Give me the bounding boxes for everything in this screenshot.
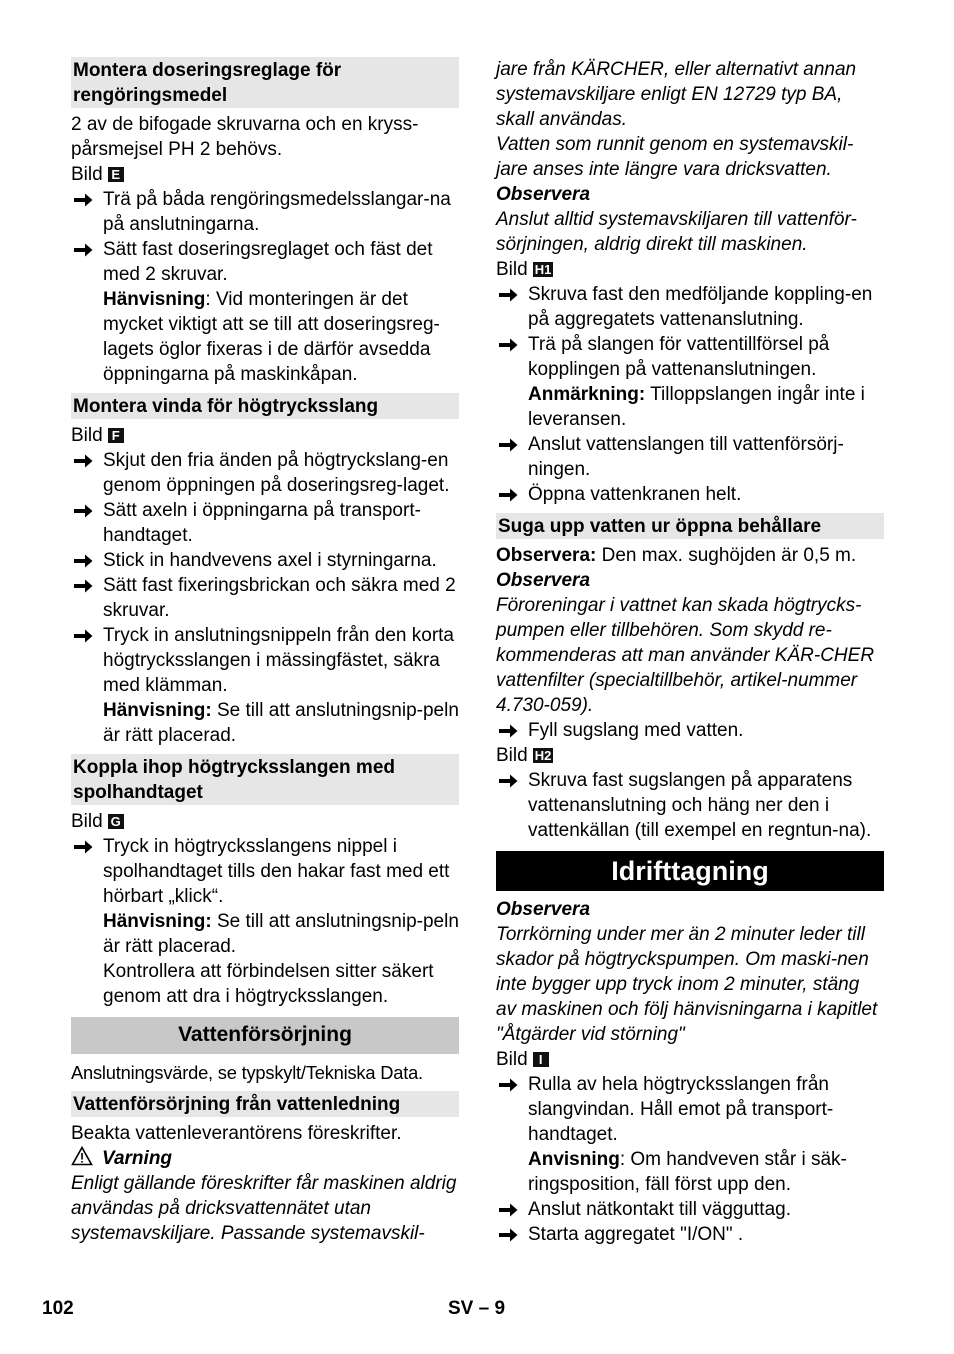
list-item (496, 282, 884, 332)
step-text: Anslut vattenslangen till vattenförsörj-ningen. (528, 434, 844, 480)
warning-text: Enligt gällande föreskrifter får maskinen aldrig användas på dricksvattennätet utan systemavskiljare. Passande systemavskil- (71, 1173, 457, 1244)
figure-reference (71, 809, 459, 834)
note-label: Anmärkning: (528, 384, 646, 405)
arrow-right-icon (74, 237, 94, 262)
note (496, 1147, 884, 1197)
figure-badge: I (533, 1052, 549, 1067)
arrow-right-icon (74, 834, 94, 859)
arrow-right-icon (499, 282, 519, 307)
step-text: Öppna vattenkranen helt. (528, 484, 742, 505)
note (71, 287, 459, 387)
note-text: Se till att anslutningsnip-peln är rätt placerad. (103, 911, 459, 957)
figure-badge: F (108, 428, 124, 443)
list-item (496, 718, 884, 743)
arrow-right-icon (74, 573, 94, 598)
note-label: Anvisning (528, 1149, 620, 1170)
observe-label: Observera: (496, 545, 597, 566)
note-extra: Kontrollera att förbindelsen sitter säkert genom att dra i högtrycksslangen. (103, 961, 434, 1007)
step-text: Trä på båda rengöringsmedelsslangar-na på anslutningarna. (103, 189, 451, 235)
paragraph: Vatten som runnit genom en systemavskil-jare anses inte längre vara dricksvatten. (496, 134, 854, 180)
section-heading-connect-hose: Koppla ihop högtrycksslangen med spolhandtaget (71, 754, 459, 805)
figure-label: Bild (496, 1049, 528, 1070)
note-text: : Om handveven står i säk-ringsposition, fäll först upp den. (528, 1149, 847, 1195)
list-item (71, 623, 459, 698)
figure-label: Bild (496, 259, 528, 280)
figure-reference (71, 162, 459, 187)
observe-label: Observera (496, 184, 591, 205)
arrow-right-icon (74, 187, 94, 212)
arrow-right-icon (74, 498, 94, 523)
list-item (71, 448, 459, 498)
note (496, 382, 884, 432)
warning-heading (71, 1146, 459, 1171)
section-heading-dosing-control: Montera doseringsreglage för rengöringsmedel (71, 57, 459, 108)
figure-label: Bild (71, 164, 103, 185)
note-text: Se till att anslutningsnip-peln är rätt placerad. (103, 700, 459, 746)
observe-text: Anslut alltid systemavskiljaren till vattenför-sörjningen, aldrig direkt till maskinen. (496, 209, 857, 255)
step-text: Stick in handvevens axel i styrningarna. (103, 550, 437, 571)
section-heading-hose-reel: Montera vinda för högtrycksslang (71, 393, 459, 419)
paragraph: Anslutningsvärde, se typskylt/Tekniska Data. (71, 1062, 423, 1083)
arrow-right-icon (499, 768, 519, 793)
figure-reference (496, 1047, 884, 1072)
list-item (496, 768, 884, 843)
arrow-right-icon (499, 432, 519, 457)
paragraph: 2 av de bifogade skruvarna och en kryss-pårsmejsel PH 2 behövs. (71, 114, 419, 160)
chapter-heading-startup: Idrifttagning (496, 851, 884, 891)
step-text: Fyll sugslang med vatten. (528, 720, 744, 741)
arrow-right-icon (499, 1197, 519, 1222)
arrow-right-icon (74, 548, 94, 573)
section-heading-water-supply: Vattenförsörjning (71, 1017, 459, 1054)
observe-label: Observera (496, 899, 591, 920)
list-item (71, 548, 459, 573)
note (71, 698, 459, 748)
list-item (71, 237, 459, 287)
list-item (71, 834, 459, 909)
language-page-label: SV – 9 (448, 1298, 506, 1319)
list-item (71, 498, 459, 548)
step-text: Trä på slangen för vattentillförsel på kopplingen på vattenanslutningen. (528, 334, 830, 380)
step-text: Skruva fast den medföljande koppling-en på aggregatets vattenanslutning. (528, 284, 873, 330)
step-text: Anslut nätkontakt till vägguttag. (528, 1199, 791, 1220)
warning-triangle-icon (71, 1146, 93, 1166)
step-text: Sätt axeln i öppningarna på transport-handtaget. (103, 500, 421, 546)
list-item (496, 1222, 884, 1247)
arrow-right-icon (499, 1222, 519, 1247)
step-text: Rulla av hela högtrycksslangen från slangvindan. Håll emot på transport-handtaget. (528, 1074, 834, 1145)
page-number: 102 (42, 1298, 74, 1319)
list-item (496, 332, 884, 382)
section-heading-water-mains: Vattenförsörjning från vattenledning (71, 1091, 459, 1117)
step-text: Skruva fast sugslangen på apparatens vattenanslutning och häng ner den i vattenkällan (till exempel en regntun-na). (528, 770, 872, 841)
section-heading-suction: Suga upp vatten ur öppna behållare (496, 513, 884, 539)
right-column (496, 57, 884, 1247)
arrow-right-icon (499, 332, 519, 357)
paragraph: Beakta vattenleverantörens föreskrifter. (71, 1123, 402, 1144)
figure-reference (496, 743, 884, 768)
step-text: Sätt fast doseringsreglaget och fäst det med 2 skruvar. (103, 239, 433, 285)
arrow-right-icon (499, 718, 519, 743)
list-item (496, 482, 884, 507)
arrow-right-icon (74, 623, 94, 648)
figure-badge: G (108, 814, 124, 829)
warning-label: Varning (102, 1148, 173, 1169)
note (71, 909, 459, 959)
observe-line (496, 543, 884, 568)
note-text: Tilloppslangen ingår inte i leveransen. (528, 384, 865, 430)
paragraph: jare från KÄRCHER, eller alternativt annan systemavskiljare enligt EN 12729 typ BA, skall användas. (496, 59, 857, 130)
figure-label: Bild (496, 745, 528, 766)
left-column (71, 57, 459, 1246)
list-item (496, 1197, 884, 1222)
figure-badge: H2 (534, 748, 552, 763)
step-text: Tryck in högtrycksslangens nippel i spolhandtaget tills den hakar fast med ett hörbart „klick“. (103, 836, 450, 907)
observe-text: Den max. sughöjden är 0,5 m. (596, 545, 857, 566)
step-text: Starta aggregatet "I/ON" . (528, 1224, 744, 1245)
step-text: Sätt fast fixeringsbrickan och säkra med 2 skruvar. (103, 575, 456, 621)
figure-reference (71, 423, 459, 448)
list-item (496, 432, 884, 482)
list-item (496, 1072, 884, 1147)
arrow-right-icon (74, 448, 94, 473)
note-label: Hänvisning (103, 289, 206, 310)
figure-reference (496, 257, 884, 282)
observe-text: Torrkörning under mer än 2 minuter leder till skador på högtryckspumpen. Om maski-nen inte bygger upp tryck inom 2 minuter, stäng av maskinen och följ hänvisningarna i kapitlet "Åtgärder vid störning" (496, 924, 878, 1045)
observe-text: Föroreningar i vattnet kan skada högtrycks-pumpen eller tillbehören. Som skydd re-kommenderas att man använder KÄR-CHER vattenfilter (specialtillbehör, artikel-nummer 4.730-059). (496, 595, 875, 716)
step-text: Skjut den fria änden på högtryckslang-en genom öppningen på doseringsreg-laget. (103, 450, 450, 496)
list-item (71, 573, 459, 623)
note-text: : Vid monteringen är det mycket viktigt att se till att doseringsreg-lagets öglor fixeras i de därför avsedda öppningarna på maskinkåpan. (103, 289, 440, 385)
figure-badge: E (108, 167, 124, 182)
arrow-right-icon (499, 1072, 519, 1097)
step-text: Tryck in anslutningsnippeln från den korta högtrycksslangen i mässingfästet, säkra med klämman. (103, 625, 454, 696)
arrow-right-icon (499, 482, 519, 507)
figure-label: Bild (71, 425, 103, 446)
note-label: Hänvisning: (103, 700, 212, 721)
list-item (71, 187, 459, 237)
observe-label: Observera (496, 570, 591, 591)
figure-badge: H1 (534, 262, 552, 277)
figure-label: Bild (71, 811, 103, 832)
note-label: Hänvisning: (103, 911, 212, 932)
